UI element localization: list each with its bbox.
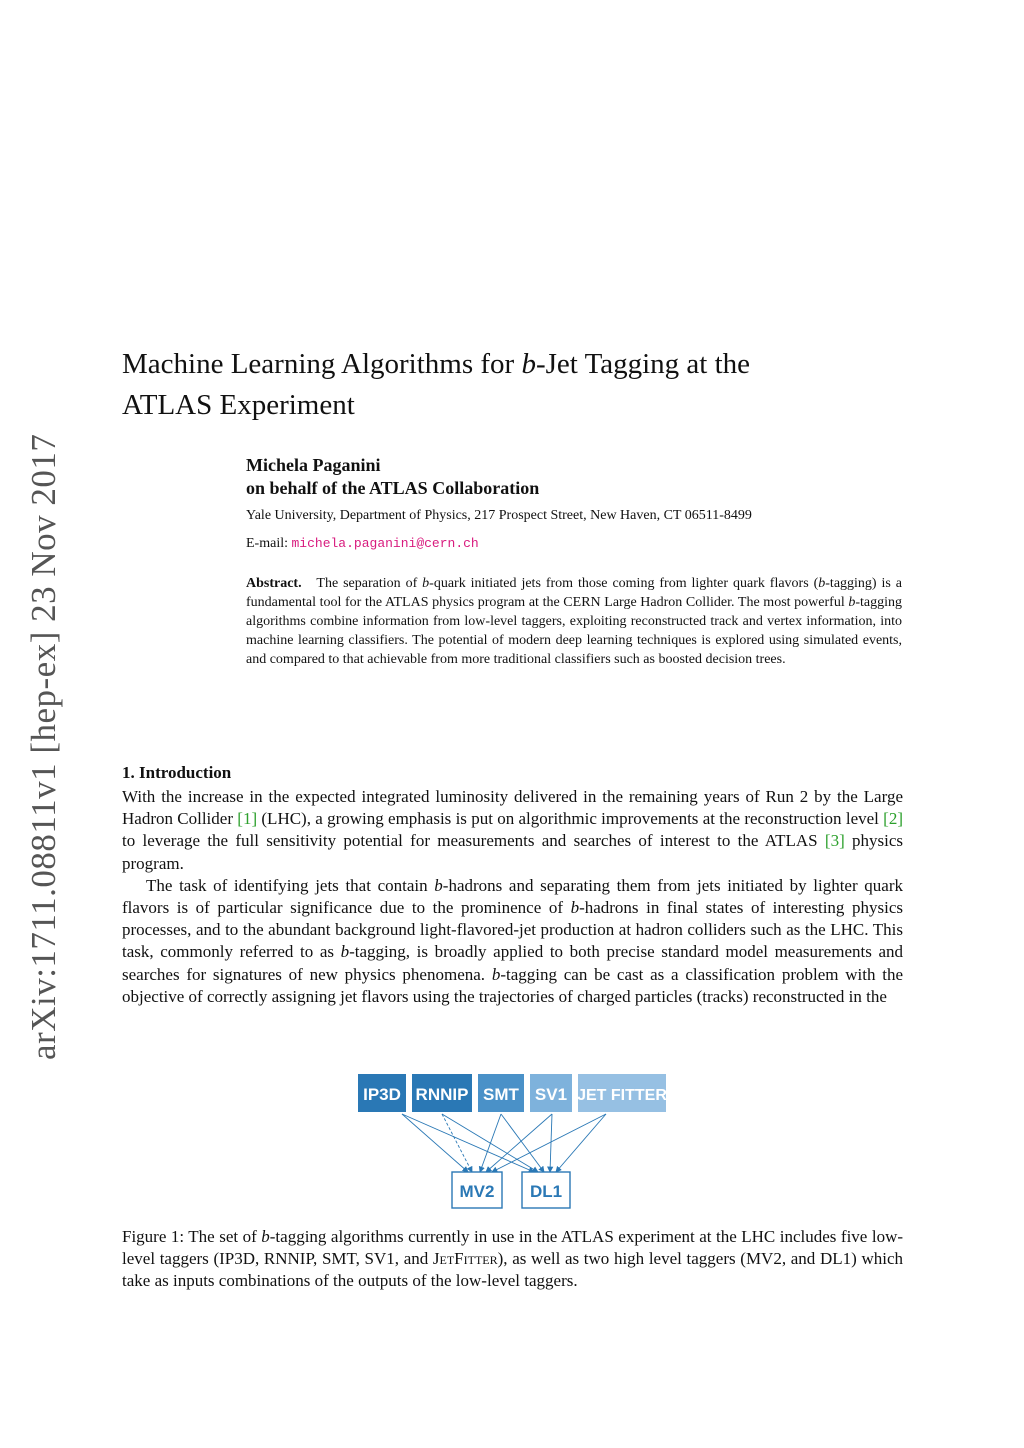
arrow-rnnip-dl1 [442,1114,538,1172]
citation-3[interactable]: [3] [824,831,845,851]
title-line1-suffix: -Jet Tagging at the [535,348,751,380]
p2-text-1: The task of identifying jets that contain [146,875,435,895]
abstract-text-4: -tagging algorithms combine information from low-level taggers, exploiting reconstructed track and vertex information, into machine learning classifiers. The potential of modern deep learning techniques is explored using simulated events, and compared to that achievable from more traditional classifiers such as boosted decision trees. [246,595,902,667]
arrow-sv1-mv2 [486,1114,552,1172]
p2-text-5: -tagging can be cast as a classification problem with the objective of correctly assigning jet flavors using the trajectories of charged particles (tracks) reconstructed in the [122,964,903,1006]
author-affiliation: Yale University, Department of Physics, 217 Prospect Street, New Haven, CT 06511-8499 [246,508,752,523]
p2-text-2: -hadrons and separating them from jets initiated by lighter quark flavors is of particular significance due to the prominence of [122,875,903,918]
caption-text-1: Figure 1: The set of [122,1227,262,1246]
author-name: Michela Paganini [246,455,381,475]
p2-b4: b [491,964,501,984]
arrow-smt-mv2 [480,1114,501,1172]
author-block [246,454,926,554]
p2-b1: b [434,875,443,895]
p1-text-2: (LHC), a growing emphasis is put on algorithmic improvements at the reconstruction level [257,809,884,829]
paper-title [122,344,912,426]
label-mv2: MV2 [459,1182,495,1201]
p1-text-1: With the increase in the expected integrated luminosity delivered in the remaining years of Run 2 by the Large Hadron Collider [122,787,903,829]
label-jetfitter: JET FITTER [577,1087,667,1104]
label-rnnip: RNNIP [415,1085,469,1104]
figure-1-diagram [356,1072,668,1212]
p2-b3: b [340,942,350,962]
arrow-sv1-dl1 [550,1114,552,1172]
label-ip3d: IP3D [363,1085,401,1104]
title-line1-prefix: Machine Learning Algorithms for [122,348,522,380]
caption-text-3: ), as well as two high level taggers (MV2, and DL1) which take as inputs combinations of the outputs of the low-level taggers. [122,1249,903,1291]
p1-text-4: physics program. [122,831,904,873]
label-smt: SMT [483,1085,519,1104]
title-b: b [521,348,536,380]
citation-1[interactable]: [1] [237,809,258,829]
caption-jetfitter: JetFitter [432,1249,498,1269]
email-label: E-mail: [246,536,292,551]
arrow-group [402,1114,606,1172]
citation-2[interactable]: [2] [883,809,903,829]
abstract-b3: b [848,595,856,610]
p2-text-4: -tagging, is broadly applied to both precise standard model measurements and searches for signatures of new physics phenomena. [122,942,903,984]
label-sv1: SV1 [534,1085,568,1104]
high-level-taggers [452,1172,570,1208]
introduction-body [122,786,903,1008]
abstract-text-2: -quark initiated jets from those coming from lighter quark flavors ( [429,576,819,591]
email-link[interactable]: michela.paganini@cern.ch [291,536,479,551]
abstract-label: Abstract. [246,576,302,591]
author-collaboration: on behalf of the ATLAS Collaboration [246,478,540,498]
arrow-jetfitter-mv2 [492,1114,606,1172]
figure-1-caption [122,1226,903,1293]
p2-text-3: -hadrons in final states of interesting physics processes, and to the abundant background light-flavored-jet production at hadron colliders such as the LHC. This task, commonly referred to as [122,898,903,962]
intro-paragraph-1 [122,786,903,875]
p2-b2: b [570,898,580,918]
caption-text-2: -tagging algorithms currently in use in the ATLAS experiment at the LHC includes five low-level taggers (IP3D, RNNIP, SMT, SV1, and [122,1227,904,1269]
low-level-taggers [358,1074,667,1112]
arrow-smt-dl1 [501,1114,544,1172]
abstract [246,574,902,669]
abstract-b1: b [422,576,430,591]
arxiv-stamp: arXiv:1711.08811v1 [hep-ex] 23 Nov 2017 [24,433,63,1060]
label-dl1: DL1 [529,1182,563,1201]
abstract-text-3: -tagging) is a fundamental tool for the ATLAS physics program at the CERN Large Hadron Collider. The most powerful [246,576,902,610]
intro-paragraph-2 [122,875,903,1008]
caption-b1: b [261,1227,270,1246]
abstract-b2: b [818,576,826,591]
p1-text-3: to leverage the full sensitivity potential for measurements and searches of interest to the ATLAS [122,831,825,851]
section-heading-introduction: 1. Introduction [122,763,232,782]
email-line [246,534,926,554]
arrow-jetfitter-dl1 [556,1114,606,1172]
arrow-ip3d-mv2 [402,1114,468,1172]
abstract-text-1: The separation of [316,576,423,591]
title-line2: ATLAS Experiment [122,389,355,421]
